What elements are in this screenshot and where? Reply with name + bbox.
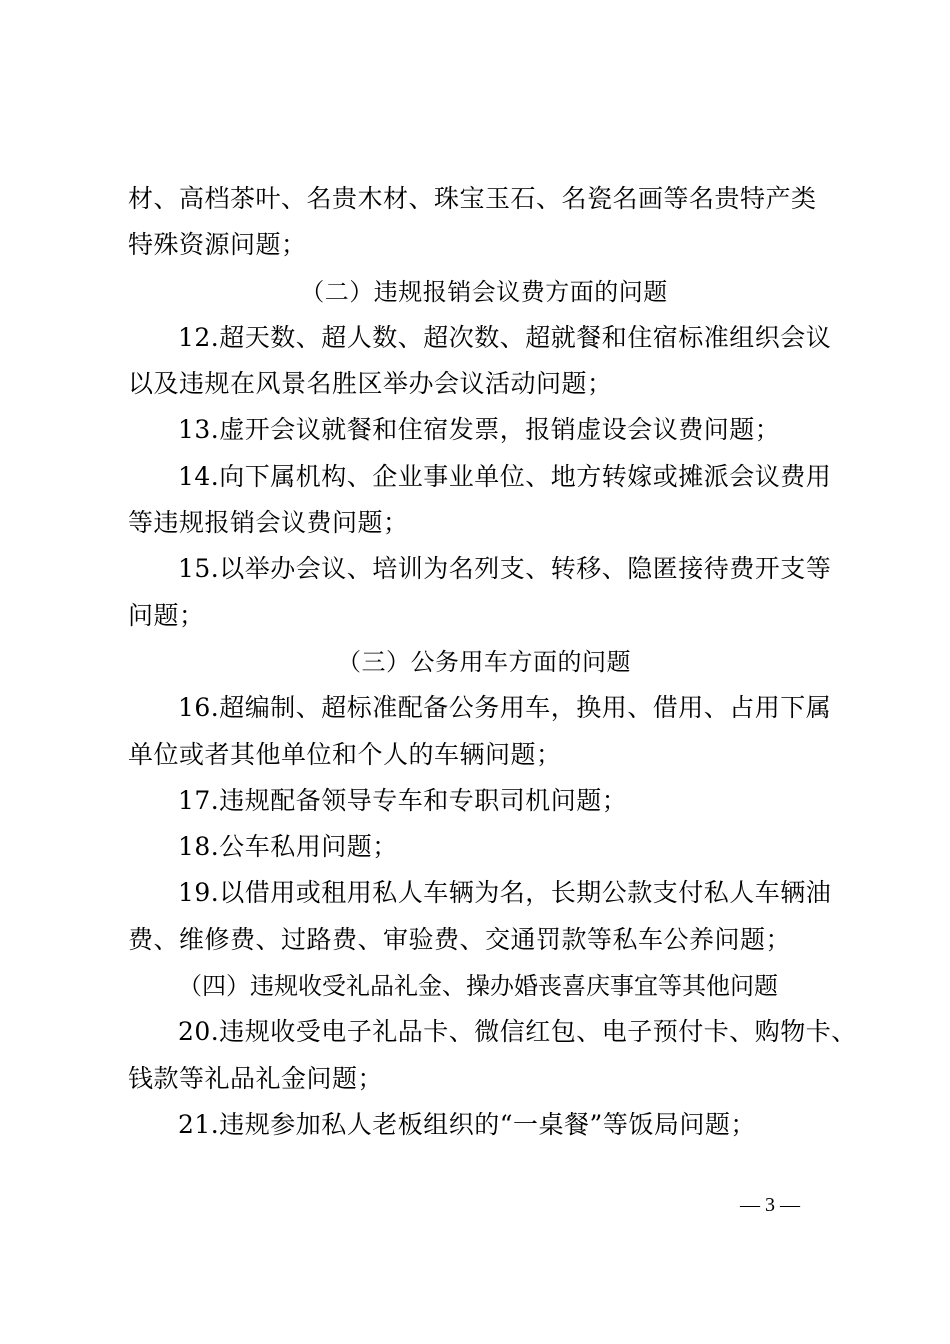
section-heading-2: （二）违规报销会议费方面的问题	[300, 277, 668, 306]
text-line: 以及违规在风景名胜区举办会议活动问题；	[128, 369, 613, 399]
item-16	[128, 685, 840, 778]
section-heading-3: （三）公务用车方面的问题	[337, 647, 631, 676]
text-line: 18.公车私用问题；	[178, 832, 398, 862]
document-body	[128, 176, 857, 1148]
item-12	[128, 315, 840, 408]
text-line: 13.虚开会议就餐和住宿发票，报销虚设会议费问题；	[178, 415, 781, 445]
text-line: 材、高档茶叶、名贵木材、珠宝玉石、名瓷名画等名贵特产类	[128, 184, 817, 213]
text-line: 14.向下属机构、企业事业单位、地方转嫁或摊派会议费用	[178, 461, 832, 491]
item-15	[128, 546, 840, 639]
text-line: 17.违规配备领导专车和专职司机问题；	[178, 785, 628, 815]
text-line: 钱款等礼品礼金问题；	[128, 1063, 384, 1093]
section-heading-4: （四）违规收受礼品礼金、操办婚丧喜庆事宜等其他问题	[178, 972, 778, 1001]
page-number: — 3 —	[740, 1194, 800, 1216]
item-13	[128, 407, 840, 453]
text-line: 15.以举办会议、培训为名列支、转移、隐匿接待费开支等	[178, 554, 832, 584]
item-21	[128, 1102, 840, 1148]
text-line: 16.超编制、超标准配备公务用车，换用、借用、占用下属	[178, 693, 832, 723]
text-line: 费、维修费、过路费、审验费、交通罚款等私车公养问题；	[128, 924, 792, 954]
paragraph-continued	[128, 176, 840, 269]
item-18	[128, 824, 840, 870]
text-line: 19.以借用或租用私人车辆为名，长期公款支付私人车辆油	[178, 878, 832, 908]
item-20	[128, 1009, 857, 1102]
text-line: 21.违规参加私人老板组织的“一桌餐”等饭局问题；	[178, 1109, 756, 1139]
text-line: 问题；	[128, 600, 205, 630]
item-17	[128, 778, 840, 824]
item-14	[128, 454, 840, 547]
item-19	[128, 870, 840, 963]
text-line: 12.超天数、超人数、超次数、超就餐和住宿标准组织会议	[178, 322, 832, 352]
text-line: 等违规报销会议费问题；	[128, 508, 409, 538]
text-line: 特殊资源问题；	[128, 230, 307, 260]
text-line: 单位或者其他单位和个人的车辆问题；	[128, 739, 562, 769]
text-line: 20.违规收受电子礼品卡、微信红包、电子预付卡、购物卡、	[178, 1017, 857, 1047]
